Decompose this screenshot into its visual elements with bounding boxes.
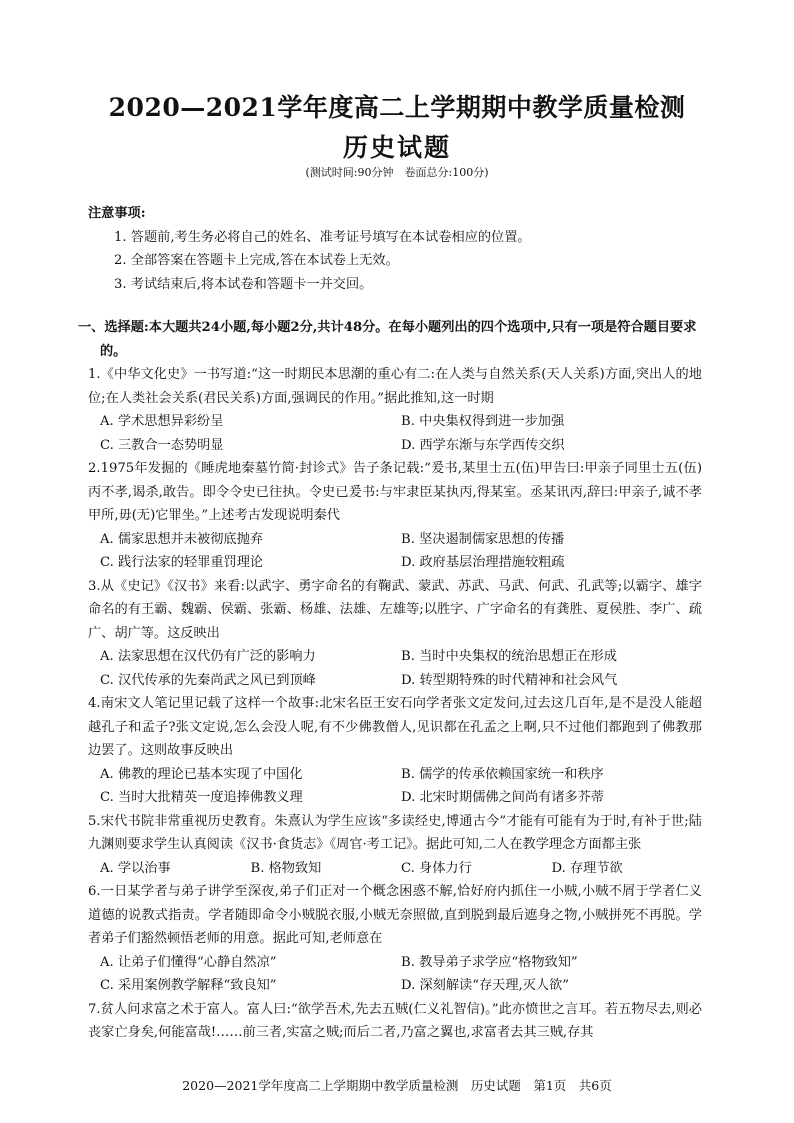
- option-b[interactable]: B. 当时中央集权的统治思想正在形成: [401, 649, 617, 664]
- option-a[interactable]: A. 让弟子们懂得“心静自然凉”: [100, 954, 277, 970]
- question-options: [88, 951, 702, 998]
- section-heading: 一、选择题:本大题共24小题,每小题2分,共计48分。在每小题列出的四个选项中,只有一项是符合题目要求的。: [78, 320, 697, 359]
- question-stem: 7.贫人问求富之术于富人。富人曰:“欲学吾术,先去五贼(仁义礼智信)。”此亦愤世之言耳。若五物尽去,则必丧家亡身矣,何能富哉!……前三者,实富之贼;而后二者,乃富之翼也,求富者去其三贼,存其: [88, 1001, 702, 1040]
- question-options: [88, 645, 702, 692]
- question-stem: 1.《中华文化史》一书写道:“这一时期民本思潮的重心有二:在人类与自然关系(天人关系)方面,突出人的地位;在人类社会关系(君民关系)方面,强调民的作用。”据此推知,这一时期: [88, 367, 702, 406]
- option-c[interactable]: C. 身体力行: [401, 860, 472, 876]
- question-6: [88, 880, 702, 998]
- option-b[interactable]: B. 坚决遏制儒家思想的传播: [401, 531, 565, 547]
- option-a[interactable]: A. 佛教的理论已基本实现了中国化: [100, 766, 303, 782]
- option-b[interactable]: B. 中央集权得到进一步加强: [401, 414, 565, 429]
- option-d[interactable]: D. 西学东渐与东学西传交织: [401, 437, 565, 453]
- question-stem: 4.南宋文人笔记里记载了这样一个故事:北宋名臣王安石向学者张文定发问,过去这几百年,是不是没人能超越孔子和孟子?张文定说,怎么会没人呢,有不少佛教僧人,见识都在孔孟之上啊,只不过他们都跑到了佛教那边罢了。这则故事反映出: [88, 696, 702, 758]
- option-a[interactable]: A. 法家思想在汉代仍有广泛的影响力: [100, 649, 316, 664]
- notice-item: 2. 全部答案在答题卡上完成,答在本试卷上无效。: [114, 253, 399, 268]
- exam-subject: 历史试题: [342, 133, 451, 162]
- option-d[interactable]: D. 北宋时期儒佛之间尚有诸多芥蒂: [401, 790, 605, 805]
- question-options: [88, 528, 702, 575]
- question-5: [88, 810, 702, 881]
- question-stem: 5.宋代书院非常重视历史教育。朱熹认为学生应该“多读经史,博通古今”才能有可能有为于时,有补于世;陆九渊则要求学生认真阅读《汉书·食货志》《周官·考工记》。据此可知,二人在教学理念方面都主张: [88, 813, 702, 852]
- exam-title: 2020—2021学年度高二上学期期中教学质量检测: [108, 93, 686, 122]
- option-d[interactable]: D. 政府基层治理措施较粗疏: [401, 555, 565, 570]
- spacer: [88, 296, 702, 316]
- option-d[interactable]: D. 存理节欲: [551, 860, 623, 876]
- question-1: [88, 363, 702, 457]
- option-a[interactable]: A. 儒家思想并未被彻底抛弃: [100, 531, 263, 547]
- exam-content: [78, 202, 702, 1045]
- option-c[interactable]: C. 当时大批精英一度追捧佛教义理: [100, 790, 303, 805]
- question-stem: 3.从《史记》《汉书》来看:以武字、勇字命名的有鞠武、蒙武、苏武、马武、何武、孔武等;以霸字、雄字命名的有王霸、魏霸、侯霸、张霸、杨雄、法雄、左雄等;以胜字、广字命名的有龚胜、夏侯胜、李广、疏广、胡广等。这反映出: [88, 578, 702, 641]
- question-options: [88, 763, 702, 810]
- option-b[interactable]: B. 教导弟子求学应“格物致知”: [401, 954, 578, 970]
- question-4: [88, 692, 702, 810]
- question-stem: 2.1975年发掘的《睡虎地秦墓竹简·封诊式》告子条记载:“爰书,某里士五(伍)甲告曰:甲亲子同里士五(伍)丙不孝,谒杀,敢告。即令令史已往执。令史已爰书:与牢隶臣某执丙,得某室。丞某讯丙,辞曰:甲亲子,诚不孝甲所,毋(无)它罪坐。”上述考古发现说明秦代: [88, 461, 702, 523]
- question-options: [88, 410, 702, 457]
- option-c[interactable]: C. 采用案例教学解释“致良知”: [100, 978, 277, 993]
- exam-meta: (测试时间:90分钟 卷面总分:100分): [305, 166, 489, 179]
- notice-title: 注意事项:: [88, 206, 146, 221]
- option-b[interactable]: B. 格物致知: [250, 860, 322, 876]
- question-2: [88, 457, 702, 575]
- option-c[interactable]: C. 践行法家的轻罪重罚理论: [100, 555, 264, 570]
- question-options: [88, 857, 702, 881]
- option-a[interactable]: A. 学术思想异彩纷呈: [100, 414, 224, 429]
- question-3: [88, 575, 702, 693]
- option-c[interactable]: C. 汉代传承的先秦尚武之风已到顶峰: [100, 672, 316, 688]
- option-d[interactable]: D. 转型期特殊的时代精神和社会风气: [401, 672, 618, 688]
- question-stem: 6.一日某学者与弟子讲学至深夜,弟子们正对一个概念困惑不解,恰好府内抓住一小贼,小贼不屑于学者仁义道德的说教式指责。学者随即命令小贼脱衣服,小贼无奈照做,直到脱到最后遮身之物,小贼拼死不再脱。学者弟子们豁然顿悟老师的用意。据此可知,老师意在: [88, 884, 702, 946]
- option-c[interactable]: C. 三教合一态势明显: [100, 437, 224, 453]
- option-d[interactable]: D. 深刻解读“存天理,灭人欲”: [401, 978, 570, 993]
- question-7: [88, 998, 702, 1045]
- notice-item: 1. 答题前,考生务必将自己的姓名、准考证号填写在本试卷相应的位置。: [114, 229, 531, 245]
- option-a[interactable]: A. 学以治事: [100, 860, 171, 876]
- notice-item: 3. 考试结束后,将本试卷和答题卡一并交回。: [114, 276, 373, 292]
- option-b[interactable]: B. 儒学的传承依赖国家统一和秩序: [401, 766, 604, 782]
- page-footer: 2020—2021学年度高二上学期期中教学质量检测 历史试题 第1页 共6页: [182, 1078, 612, 1093]
